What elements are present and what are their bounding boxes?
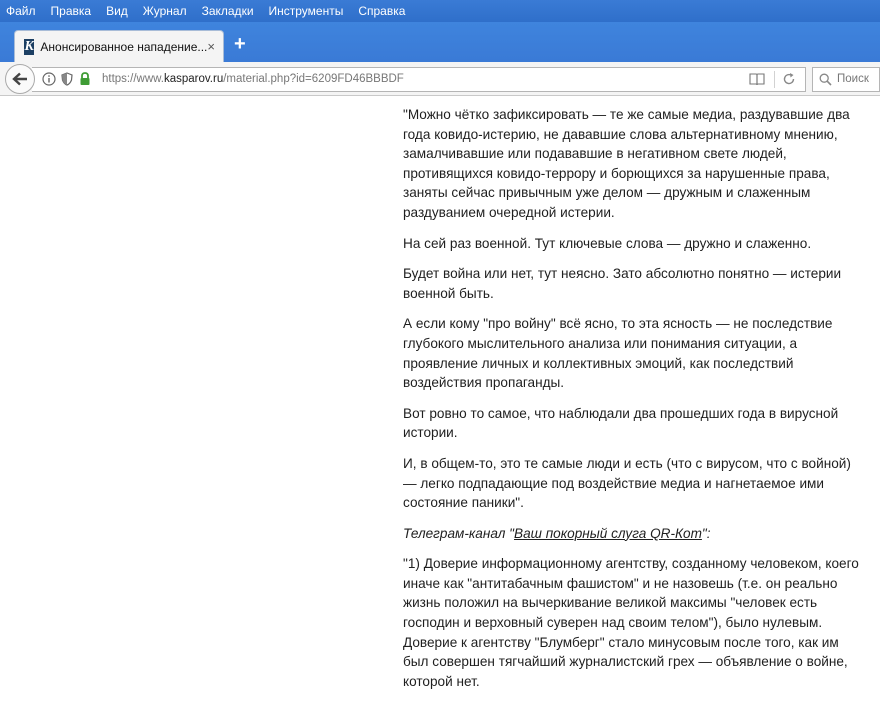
back-button[interactable] (5, 64, 35, 94)
menu-tools[interactable]: Инструменты (268, 4, 344, 18)
menu-view[interactable]: Вид (106, 4, 128, 18)
back-arrow-icon (12, 72, 28, 86)
tab-title: Анонсированное нападение... (40, 39, 208, 54)
menu-history[interactable]: Журнал (142, 4, 187, 18)
tracking-shield-icon[interactable] (61, 72, 73, 91)
url-text[interactable]: https://www.kasparov.ru/material.php?id=6209FD46BBBDF (102, 73, 404, 85)
article-paragraph: А если кому "про войну" всё ясно, то эта ясность — не последствие глубокого мыслительного анализа или понимания ситуации, а проявление личных и коллективных эмоций, как последствий воздействия пропаганды. (403, 316, 833, 391)
article-paragraph: Будет война или нет, тут неясно. Зато абсолютно понятно — истерии военной быть. (403, 266, 842, 301)
info-icon[interactable] (42, 72, 56, 91)
article-paragraph: "Можно чётко зафиксировать — те же самые медиа, раздувавшие два года ковидо-истерию, не дававшие слова альтернативному мнению, замалчивавшие или подававшие в негативном свете людей, противящихся ковидо-террору и борющихся за нарушенные права, заняты сейчас привычным уже делом — дружным и слаженным раздуванием очередной истерии. (403, 107, 850, 220)
source-link[interactable]: Ваш покорный слуга QR-Кот (514, 525, 702, 541)
new-tab-button[interactable]: + (234, 33, 246, 55)
tab-active[interactable] (14, 30, 224, 62)
quote-paragraph (403, 554, 865, 691)
menu-bookmarks[interactable]: Закладки (201, 4, 254, 18)
source-prefix: Телеграм-канал " (403, 525, 514, 541)
url-divider (774, 71, 775, 88)
menu-file[interactable]: Файл (6, 4, 36, 18)
quote-text-2: Доверие к агентству "Блумберг" стало минусовым после того, как им был совершен тягчайший журналистский грех — объявление о войне, которой нет. (403, 634, 848, 689)
secure-lock-icon[interactable] (79, 72, 91, 91)
quote-text-1: "1) Доверие информационному агентству, созданному человеком, коего иначе как "антитабачным фашистом" и не назовешь (т.е. он реально жизнь положил на вычеркивание великой максимы "человек есть господин и верховный суверен над своим телом"), было нулевым. (403, 556, 859, 631)
article-paragraph: На сей раз военной. Тут ключевые слова — дружно и слаженно. (403, 235, 812, 251)
source-line (403, 524, 865, 544)
reader-view-icon[interactable] (749, 72, 765, 91)
nav-bar (0, 62, 880, 96)
reload-icon[interactable] (782, 72, 796, 91)
article-paragraph: Вот ровно то самое, что наблюдали два прошедших года в вирусной истории. (403, 405, 839, 441)
menu-edit[interactable]: Правка (50, 4, 92, 18)
tab-strip (0, 22, 880, 62)
close-tab-icon[interactable]: × (207, 39, 215, 54)
article-paragraph: И, в общем-то, это те самые люди и есть (что с вирусом, что с войной) — легко подпадающие под воздействие медиа и нагнетаемое ими состояние паники". (403, 455, 851, 511)
search-placeholder: Поиск (837, 73, 869, 85)
search-icon (819, 73, 832, 91)
address-bar[interactable] (32, 67, 806, 92)
menu-help[interactable]: Справка (358, 4, 406, 18)
article-body (403, 105, 865, 702)
search-box[interactable] (812, 67, 880, 92)
menu-bar (0, 0, 880, 22)
site-favicon-icon: K (24, 38, 34, 54)
source-suffix: ": (701, 525, 711, 541)
